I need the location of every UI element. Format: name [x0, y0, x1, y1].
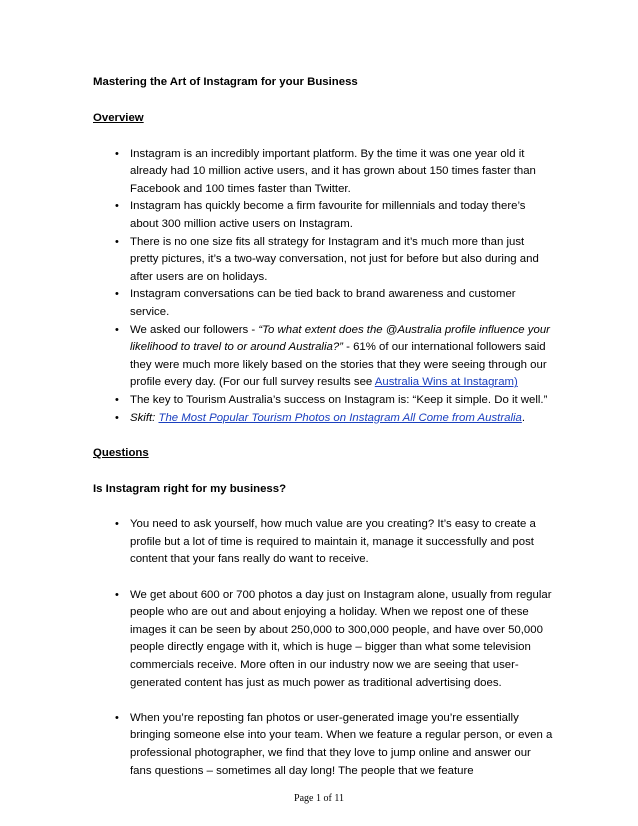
document-body	[93, 74, 553, 798]
bullet-icon: •	[115, 588, 119, 601]
list-item-text-middle: - 61% of our international followers said they were much more likely based on the stories that they were seeing through our profile every day. (For our full survey results see	[130, 341, 547, 389]
list-item	[93, 286, 553, 321]
survey-results-link[interactable]: Australia Wins at Instagram)	[374, 376, 518, 389]
bullet-icon: •	[115, 393, 119, 406]
list-item-text: You need to ask yourself, how much value are you creating? It’s easy to create a profile but a lot of time is required to maintain it, manage it successfully and post content that your fans really do want to receive.	[130, 518, 536, 566]
question-answer-list	[93, 516, 553, 780]
list-item-text-prefix: We asked our followers -	[130, 323, 259, 336]
list-item-text: Instagram is an incredibly important platform. By the time it was one year old it already had 10 million active users, and it has grown about 150 times faster than Facebook and 100 times faster than Twitter.	[130, 147, 536, 195]
bullet-icon: •	[115, 411, 119, 424]
bullet-icon: •	[115, 288, 119, 301]
bullet-icon: •	[115, 235, 119, 248]
list-item	[93, 710, 553, 780]
list-item-text: Instagram conversations can be tied back to brand awareness and customer service.	[130, 288, 516, 318]
source-label: Skift:	[130, 411, 159, 424]
list-item-text-suffix: .	[521, 411, 526, 424]
list-item	[93, 587, 553, 693]
overview-list	[93, 146, 553, 428]
list-item	[93, 322, 553, 392]
skift-article-link[interactable]: The Most Popular Tourism Photos on Instagram All Come from Australia	[158, 411, 522, 424]
list-item-text: There is no one size fits all strategy for Instagram and it’s much more than just pretty pictures, it’s a two-way conversation, not just for before but also during and after users are on holidays.	[130, 235, 539, 283]
bullet-icon: •	[115, 147, 119, 160]
overview-heading: Overview	[93, 112, 144, 124]
bullet-icon: •	[115, 200, 119, 213]
list-item	[93, 198, 553, 233]
list-item-text: Instagram has quickly become a firm favourite for millennials and today there’s about 300 million active users on Instagram.	[130, 200, 526, 230]
bullet-icon: •	[115, 518, 119, 531]
bullet-icon: •	[115, 323, 119, 336]
page-footer: Page 1 of 11	[294, 793, 344, 804]
document-title: Mastering the Art of Instagram for your Business	[93, 76, 358, 88]
list-item	[93, 234, 553, 287]
list-item-text: The key to Tourism Australia’s success on Instagram is: “Keep it simple. Do it well.”	[130, 393, 548, 406]
survey-question-quote: “To what extent does the @Australia profile influence your likelihood to travel to or around Australia?”	[130, 323, 550, 354]
question-heading: Is Instagram right for my business?	[93, 482, 287, 495]
list-item	[93, 410, 553, 428]
list-item	[93, 146, 553, 199]
list-item	[93, 392, 553, 410]
questions-heading: Questions	[93, 447, 149, 460]
list-item-text: When you’re reposting fan photos or user-generated image you’re essentially bringing someone else into your team. When we feature a regular person, or even a professional photographer, we find that they love to jump online and answer our fans questions – sometimes all day long! The people that we feature	[130, 711, 553, 777]
list-item	[93, 516, 553, 569]
bullet-icon: •	[115, 711, 119, 724]
list-item-text: We get about 600 or 700 photos a day just on Instagram alone, usually from regular people who are out and about enjoying a holiday. When we repost one of these images it can be seen by about 250,000 to 300,000 people, and have over 50,000 people directly engage with it, which is huge – bigger than what some television commercials receive. More often in our industry now we are seeing that user-generated content has just as much power as traditional advertising does.	[130, 588, 552, 689]
